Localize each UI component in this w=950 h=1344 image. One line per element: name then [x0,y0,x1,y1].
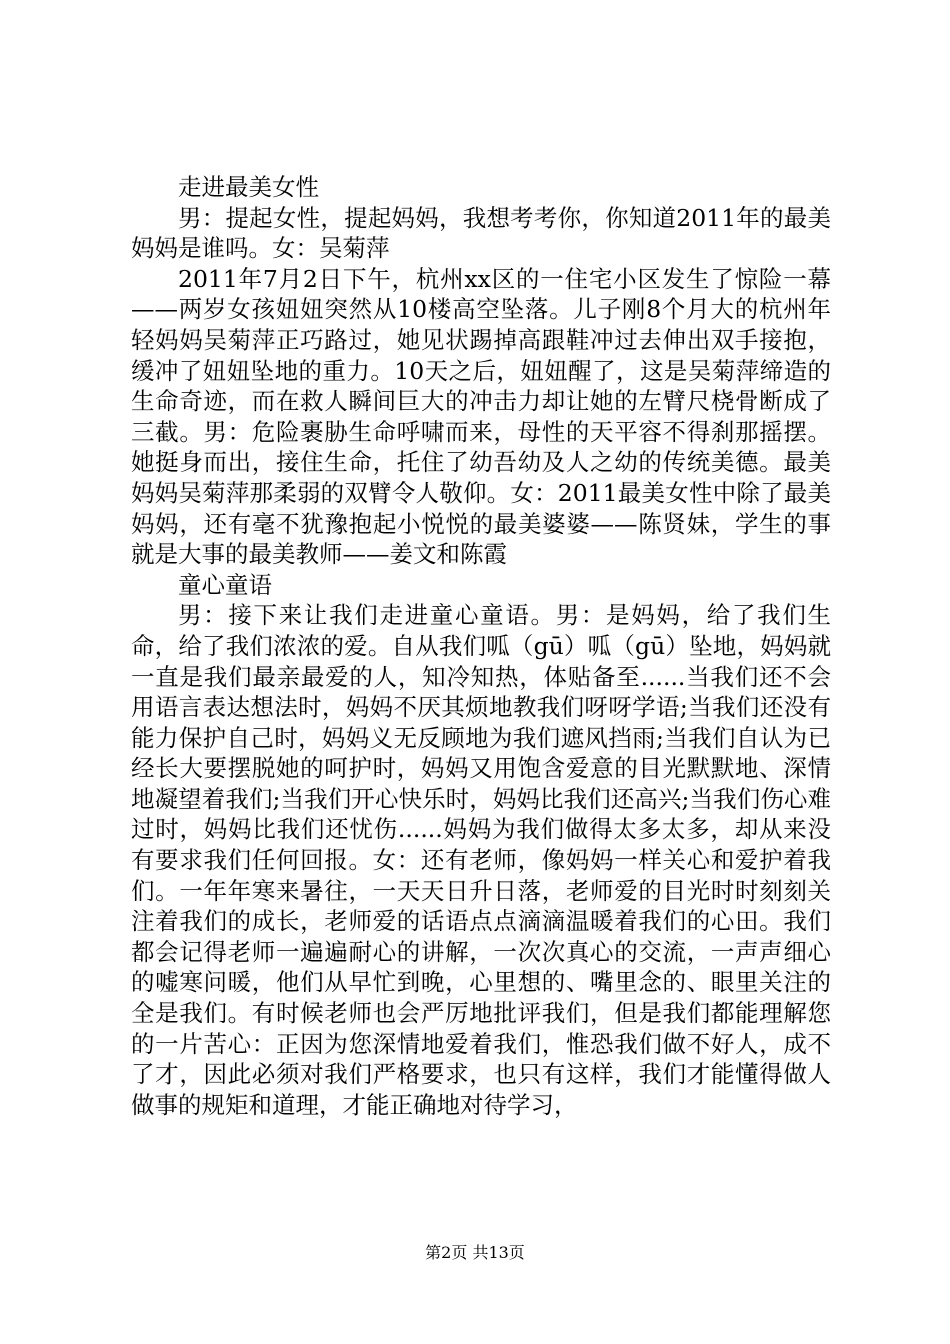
document-body [131,172,831,1120]
body-paragraph: 男：提起女性，提起妈妈，我想考考你，你知道2011年的最美妈妈是谁吗。女：吴菊萍 [131,203,831,263]
page-number-footer: 第2页 共13页 [425,1243,525,1262]
body-paragraph: 2011年7月2日下午，杭州xx区的一住宅小区发生了惊险一幕——两岁女孩妞妞突然从10楼高空坠落。儿子刚8个月大的杭州年轻妈妈吴菊萍正巧路过，她见状踢掉高跟鞋冲过去伸出双手接抱，缓冲了妞妞坠地的重力。10天之后，妞妞醒了，这是吴菊萍缔造的生命奇迹，而在救人瞬间巨大的冲击力却让她的左臂尺桡骨断成了三截。男：危险裹胁生命呼啸而来，母性的天平容不得刹那摇摆。她挺身而出，接住生命，托住了幼吾幼及人之幼的传统美德。最美妈妈吴菊萍那柔弱的双臂令人敬仰。女：2011最美女性中除了最美妈妈，还有毫不犹豫抱起小悦悦的最美婆婆——陈贤妹，学生的事就是大事的最美教师——姜文和陈霞 [131,264,831,569]
section-heading-beautiful-women: 走进最美女性 [178,173,319,201]
section-heading-children-words: 童心童语 [178,570,272,599]
body-paragraph: 男：接下来让我们走进童心童语。男：是妈妈，给了我们生命，给了我们浓浓的爱。自从我们呱（gū）呱（gū）坠地，妈妈就一直是我们最亲最爱的人，知冷知热，体贴备至......当我们还不会用语言表达想法时，妈妈不厌其烦地教我们呀呀学语;当我们还没有能力保护自己时，妈妈义无反顾地为我们遮风挡雨;当我们自认为已经长大要摆脱她的呵护时，妈妈又用饱含爱意的目光默默地、深情地凝望着我们;当我们开心快乐时，妈妈比我们还高兴;当我们伤心难过时，妈妈比我们还忧伤......妈妈为我们做得太多太多，却从来没有要求我们任何回报。女：还有老师，像妈妈一样关心和爱护着我们。一年年寒来暑往，一天天日升日落，老师爱的目光时时刻刻关注着我们的成长，老师爱的话语点点滴滴温暖着我们的心田。我们都会记得老师一遍遍耐心的讲解，一次次真心的交流，一声声细心的嘘寒问暖，他们从早忙到晚，心里想的、嘴里念的、眼里关注的全是我们。有时候老师也会严厉地批评我们，但是我们都能理解您的一片苦心：正因为您深情地爱着我们，惟恐我们做不好人，成不了才，因此必须对我们严格要求，也只有这样，我们才能懂得做人做事的规矩和道理，才能正确地对待学习， [131,601,831,1119]
